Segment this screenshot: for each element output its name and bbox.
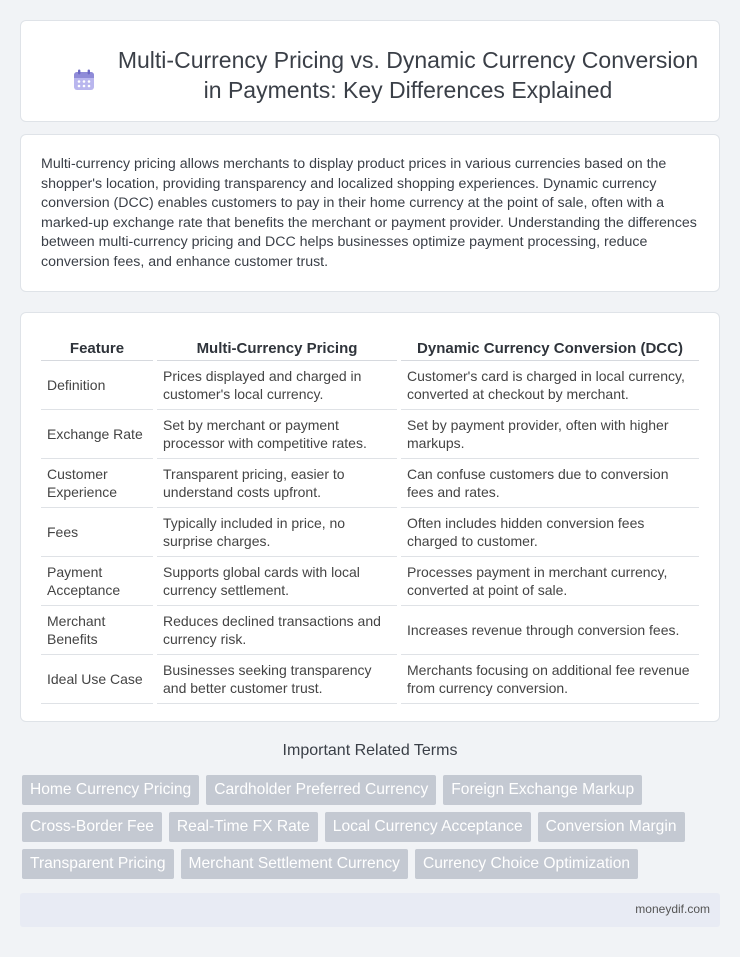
- related-term-tag[interactable]: Local Currency Acceptance: [325, 812, 531, 842]
- page-title-line-1: Multi-Currency Pricing vs. Dynamic Currency Conversion: [117, 47, 699, 73]
- dcc-cell: Customer's card is charged in local currency, converted at checkout by merchant.: [401, 361, 699, 410]
- related-term-tag[interactable]: Foreign Exchange Markup: [443, 775, 642, 805]
- dcc-cell: Can confuse customers due to conversion fees and rates.: [401, 459, 699, 508]
- site-name[interactable]: moneydif.com: [635, 902, 710, 916]
- table-row: [41, 508, 699, 557]
- multi-currency-cell: Prices displayed and charged in customer's local currency.: [157, 361, 397, 410]
- header-multi-currency: Multi-Currency Pricing: [157, 333, 397, 361]
- multi-currency-cell: Reduces declined transactions and currency risk.: [157, 606, 397, 655]
- related-term-tag[interactable]: Cross-Border Fee: [22, 812, 162, 842]
- multi-currency-cell: Set by merchant or payment processor with competitive rates.: [157, 410, 397, 459]
- footer: [20, 893, 720, 927]
- header-feature: Feature: [41, 333, 153, 361]
- comparison-card: [20, 312, 720, 722]
- dcc-cell: Often includes hidden conversion fees charged to customer.: [401, 508, 699, 557]
- related-term-tag[interactable]: Transparent Pricing: [22, 849, 174, 879]
- feature-cell: Payment Acceptance: [41, 557, 153, 606]
- related-terms-list: [22, 775, 722, 879]
- related-term-tag[interactable]: Merchant Settlement Currency: [181, 849, 408, 879]
- page-title: [117, 45, 699, 105]
- dcc-cell: Increases revenue through conversion fees.: [401, 606, 699, 655]
- multi-currency-cell: Supports global cards with local currency settlement.: [157, 557, 397, 606]
- table-row: [41, 361, 699, 410]
- related-term-tag[interactable]: Conversion Margin: [538, 812, 685, 842]
- dcc-cell: Merchants focusing on additional fee revenue from currency conversion.: [401, 655, 699, 704]
- table-row: [41, 655, 699, 704]
- intro-card: [20, 134, 720, 292]
- table-header-row: [41, 333, 699, 361]
- table-row: [41, 557, 699, 606]
- comparison-table: [37, 333, 703, 704]
- multi-currency-cell: Businesses seeking transparency and better customer trust.: [157, 655, 397, 704]
- multi-currency-cell: Typically included in price, no surprise charges.: [157, 508, 397, 557]
- feature-cell: Fees: [41, 508, 153, 557]
- calendar-icon: [73, 69, 95, 91]
- table-row: [41, 459, 699, 508]
- intro-paragraph: Multi-currency pricing allows merchants to display product prices in various currencies based on the shopper's location, providing transparency and localized shopping experiences. Dynamic currency conversion (DCC) enables customers to pay in their home currency at the point of sale, often with a marked-up exchange rate that benefits the merchant or payment provider. Understanding the differences between multi-currency pricing and DCC helps businesses optimize payment processing, reduce conversion fees, and enhance customer trust.: [41, 156, 697, 270]
- related-term-tag[interactable]: Home Currency Pricing: [22, 775, 199, 805]
- table-row: [41, 606, 699, 655]
- feature-cell: Definition: [41, 361, 153, 410]
- dcc-cell: Set by payment provider, often with higher markups.: [401, 410, 699, 459]
- multi-currency-cell: Transparent pricing, easier to understand costs upfront.: [157, 459, 397, 508]
- related-term-tag[interactable]: Real-Time FX Rate: [169, 812, 318, 842]
- page-title-line-2: in Payments: Key Differences Explained: [203, 77, 613, 103]
- feature-cell: Exchange Rate: [41, 410, 153, 459]
- feature-cell: Customer Experience: [41, 459, 153, 508]
- related-terms-title: Important Related Terms: [282, 742, 458, 759]
- dcc-cell: Processes payment in merchant currency, converted at point of sale.: [401, 557, 699, 606]
- related-term-tag[interactable]: Cardholder Preferred Currency: [206, 775, 436, 805]
- related-term-tag[interactable]: Currency Choice Optimization: [415, 849, 638, 879]
- feature-cell: Ideal Use Case: [41, 655, 153, 704]
- header-dcc: Dynamic Currency Conversion (DCC): [401, 333, 699, 361]
- title-card: [20, 20, 720, 122]
- feature-cell: Merchant Benefits: [41, 606, 153, 655]
- table-row: [41, 410, 699, 459]
